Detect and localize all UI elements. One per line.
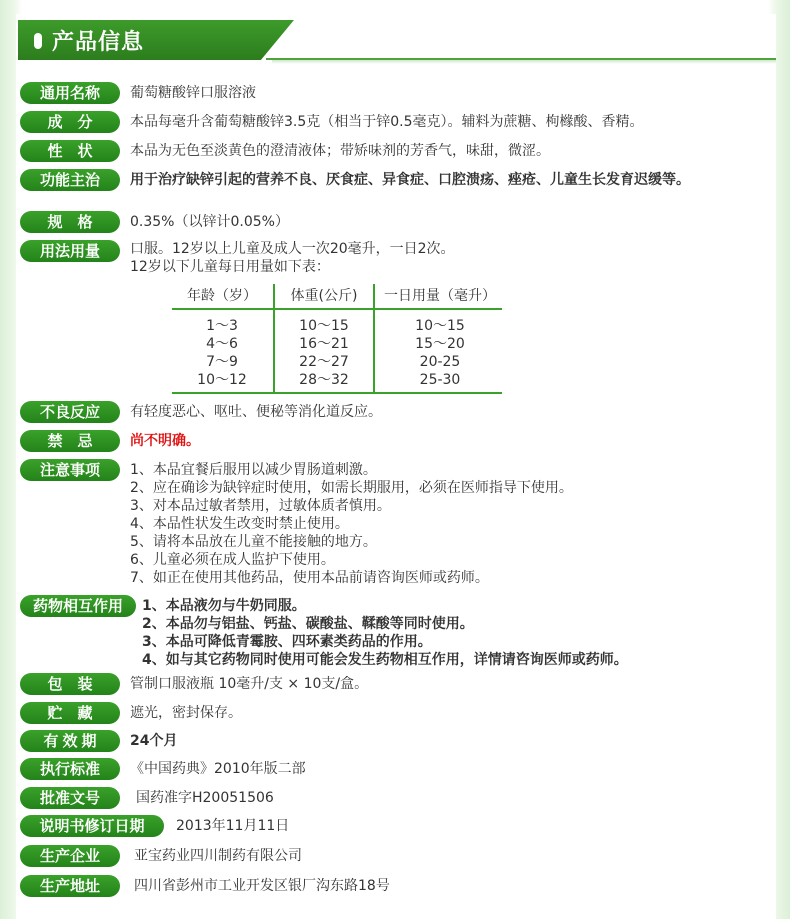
field-interactions (20, 595, 628, 669)
list-item: 7、如正在使用其他药品，使用本品前请咨询医师或药师。 (130, 570, 489, 586)
field-value: 尚不明确。 (130, 433, 200, 449)
table-cell: 16～21 (299, 336, 349, 352)
field-packaging (20, 673, 368, 695)
dosage-text (130, 240, 455, 276)
table-cell: 20-25 (419, 354, 461, 370)
table-cell: 10～15 (415, 318, 465, 334)
field-label: 包 装 (20, 673, 120, 695)
field-address (20, 875, 390, 897)
list-item: 2、应在确诊为缺锌症时使用，如需长期服用，必须在医师指导下使用。 (130, 480, 573, 496)
table-cell: 28～32 (299, 372, 349, 388)
field-label: 注意事项 (20, 459, 120, 481)
field-value: 本品为无色至淡黄色的澄清液体；带矫味剂的芳香气，味甜，微涩。 (130, 143, 550, 159)
table-cell: 10～15 (299, 318, 349, 334)
field-value: 24个月 (130, 733, 178, 749)
field-generic-name (20, 82, 256, 104)
field-value: 亚宝药业四川制药有限公司 (134, 848, 302, 864)
field-label: 规 格 (20, 211, 120, 233)
table-cell: 7～9 (206, 354, 238, 370)
field-value: 四川省彭州市工业开发区银厂沟东路18号 (134, 878, 390, 894)
table-bottom-rule (172, 392, 502, 394)
field-value: 用于治疗缺锌引起的营养不良、厌食症、异食症、口腔溃疡、痤疮、儿童生长发育迟缓等。 (130, 172, 690, 188)
field-precautions (20, 459, 573, 587)
list-item: 5、请将本品放在儿童不能接触的地方。 (130, 534, 377, 550)
field-value: 葡萄糖酸锌口服溶液 (130, 85, 256, 101)
table-cell: 1～3 (206, 318, 238, 334)
field-revision-date (20, 815, 289, 837)
list-item: 3、本品可降低青霉胺、四环素类药品的作用。 (142, 634, 432, 650)
header-rule-shadow (272, 60, 776, 64)
table-header-weight: 体重(公斤) (290, 288, 358, 304)
header-marker-icon (34, 33, 42, 49)
field-value: 国药准字H20051506 (136, 790, 274, 806)
field-manufacturer (20, 845, 302, 867)
field-indications (20, 169, 720, 191)
list-item: 6、儿童必须在成人监护下使用。 (130, 552, 335, 568)
field-label: 功能主治 (20, 169, 120, 191)
field-label: 成 分 (20, 111, 120, 133)
interactions-list (142, 595, 628, 669)
section-title: 产品信息 (52, 30, 145, 55)
field-label: 有效期 (20, 730, 120, 752)
field-validity (20, 730, 177, 752)
table-cell: 4～6 (206, 336, 238, 352)
field-label: 生产地址 (20, 875, 120, 897)
table-cell: 15～20 (415, 336, 465, 352)
field-value: 0.35%（以锌计0.05%） (130, 214, 289, 230)
list-item: 2、本品勿与铝盐、钙盐、碳酸盐、鞣酸等同时使用。 (142, 616, 474, 632)
table-header-age: 年龄（岁） (187, 288, 257, 304)
field-storage (20, 702, 242, 724)
field-value: 本品每毫升含葡萄糖酸锌3.5克（相当于锌0.5毫克）。辅料为蔗糖、枸橼酸、香精。 (130, 114, 644, 130)
list-item: 1、本品液勿与牛奶同服。 (142, 598, 306, 614)
field-label: 不良反应 (20, 401, 120, 423)
table-header-rule (172, 308, 502, 310)
field-label: 说明书修订日期 (20, 815, 164, 837)
field-value: 《中国药典》2010年版二部 (130, 761, 306, 777)
field-composition (20, 111, 644, 133)
list-item: 3、对本品过敏者禁用，过敏体质者慎用。 (130, 498, 391, 514)
field-label: 执行标准 (20, 758, 120, 780)
field-value: 遮光，密封保存。 (130, 705, 242, 721)
field-label: 贮 藏 (20, 702, 120, 724)
field-dosage (20, 240, 455, 276)
list-item: 1、本品宜餐后服用以减少胃肠道刺激。 (130, 462, 377, 478)
section-header (16, 14, 776, 62)
field-value: 2013年11月11日 (176, 818, 290, 834)
field-properties (20, 140, 550, 162)
table-header-dose: 一日用量（毫升） (384, 288, 496, 304)
field-label: 性 状 (20, 140, 120, 162)
table-cell: 25-30 (419, 372, 461, 388)
dosage-line: 12岁以下儿童每日用量如下表： (130, 259, 330, 275)
field-standard (20, 758, 306, 780)
field-approval (20, 787, 274, 809)
field-contraindications (20, 430, 200, 452)
dosage-line: 口服。12岁以上儿童及成人一次20毫升，一日2次。 (130, 241, 455, 257)
field-label: 批准文号 (20, 787, 120, 809)
field-label: 药物相互作用 (20, 595, 136, 617)
field-value: 有轻度恶心、呕吐、便秘等消化道反应。 (130, 404, 382, 420)
field-specification (20, 211, 289, 233)
field-label: 禁 忌 (20, 430, 120, 452)
field-label: 生产企业 (20, 845, 120, 867)
field-adverse-reactions (20, 401, 382, 423)
precautions-list (130, 459, 573, 587)
list-item: 4、本品性状发生改变时禁止使用。 (130, 516, 349, 532)
table-cell: 10～12 (197, 372, 247, 388)
field-value: 管制口服液瓶 10毫升/支 × 10支/盒。 (130, 676, 369, 692)
table-cell: 22～27 (299, 354, 349, 370)
dosage-table (172, 284, 502, 394)
field-label: 用法用量 (20, 240, 120, 262)
field-label: 通用名称 (20, 82, 120, 104)
list-item: 4、如与其它药物同时使用可能会发生药物相互作用，详情请咨询医师或药师。 (142, 652, 628, 668)
